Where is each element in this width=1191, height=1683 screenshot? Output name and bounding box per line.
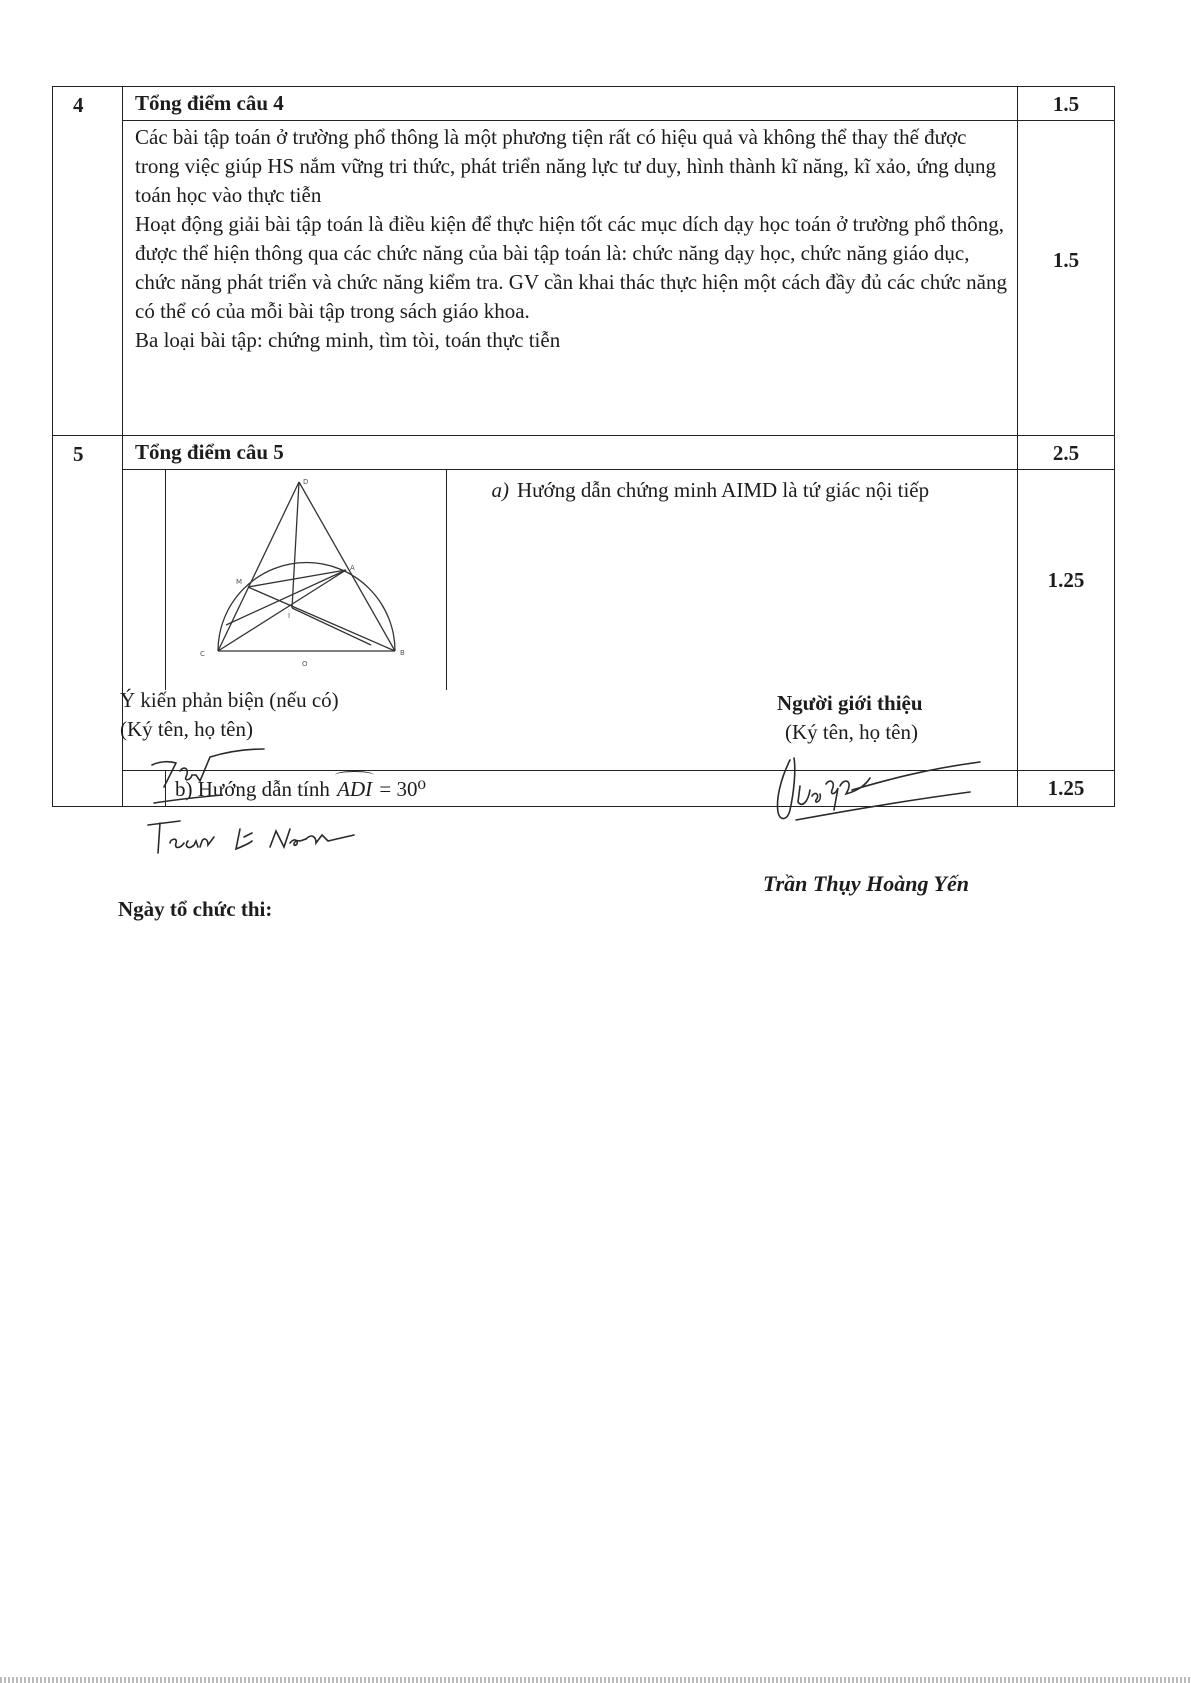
introducer-name: Trần Thụy Hoàng Yến xyxy=(763,871,969,896)
introducer-title: Người giới thiệu xyxy=(777,691,923,715)
q4-header-row xyxy=(53,87,1115,121)
q4-paragraph-1: Các bài tập toán ở trường phổ thông là một phương tiện rất có hiệu quả và không thể thay thế được trong việc giúp HS nắm vững tri thức, phát triển năng lực tư duy, hình thành kĩ năng, kĩ xảo, ứng dụng toán học vào thực tiễn xyxy=(135,125,996,207)
q4-total-score: 1.5 xyxy=(1018,87,1115,121)
point-label-m: M xyxy=(236,578,243,586)
reviewer-signature xyxy=(140,745,380,860)
q5-header-row xyxy=(53,436,1115,470)
reviewer-title: Ý kiến phản biện (nếu có) xyxy=(120,688,339,712)
point-label-o: O xyxy=(302,660,308,668)
point-label-i: I xyxy=(288,612,291,620)
q5-part-a-score: 1.25 xyxy=(1018,470,1115,771)
point-label-c: C xyxy=(200,650,205,658)
q5-total-label: Tổng điểm câu 5 xyxy=(135,440,284,464)
q4-paragraph-3: Ba loại bài tập: chứng minh, tìm tòi, toán thực tiễn xyxy=(135,328,561,352)
q5-part-b-score: 1.25 xyxy=(1018,771,1115,807)
reviewer-note: (Ký tên, họ tên) xyxy=(120,717,253,741)
q5-total-score: 2.5 xyxy=(1018,436,1115,470)
q4-paragraph-2: Hoạt động giải bài tập toán là điều kiện để thực hiện tốt các mục dích dạy học toán ở trường phổ thông, được thể hiện thông qua các chức năng của bài tập toán là: chức năng dạy học, chức năng giáo dục, chức năng phát triển và chức năng kiểm tra. GV cần khai thác thực hiện một cách đầy đủ các chức năng có thể có của mỗi bài tập trong sách giáo khoa. xyxy=(135,212,1007,323)
q4-number: 4 xyxy=(53,87,123,436)
exam-date-label: Ngày tổ chức thi: xyxy=(118,897,273,921)
q4-total-label: Tổng điểm câu 4 xyxy=(135,91,284,115)
triangle-semicircle-diagram xyxy=(166,470,446,690)
q5-part-b-suffix: = 30⁰ xyxy=(379,777,426,801)
geometry-figure xyxy=(165,470,447,690)
point-label-d: D xyxy=(303,478,309,486)
q5-part-a xyxy=(473,476,1013,505)
q4-content-score: 1.5 xyxy=(1018,121,1115,436)
q4-body-row xyxy=(53,121,1115,436)
angle-adi: ADI xyxy=(335,775,374,804)
q5-part-a-label: a) xyxy=(491,478,509,502)
q5-number: 5 xyxy=(53,436,123,807)
introducer-note: (Ký tên, họ tên) xyxy=(785,720,918,744)
page-bottom-edge xyxy=(0,1677,1191,1683)
point-label-a: A xyxy=(350,564,355,572)
svg-text:Trần Lê Nam: Trần Lê Nam xyxy=(140,745,146,746)
q5-part-a-text: Hướng dẫn chứng minh AIMD là tứ giác nội tiếp xyxy=(517,478,930,502)
introducer-signature xyxy=(770,750,1000,840)
q5-part-b-prefix: b) Hướng dẫn tính xyxy=(175,777,330,801)
point-label-b: B xyxy=(400,649,405,657)
